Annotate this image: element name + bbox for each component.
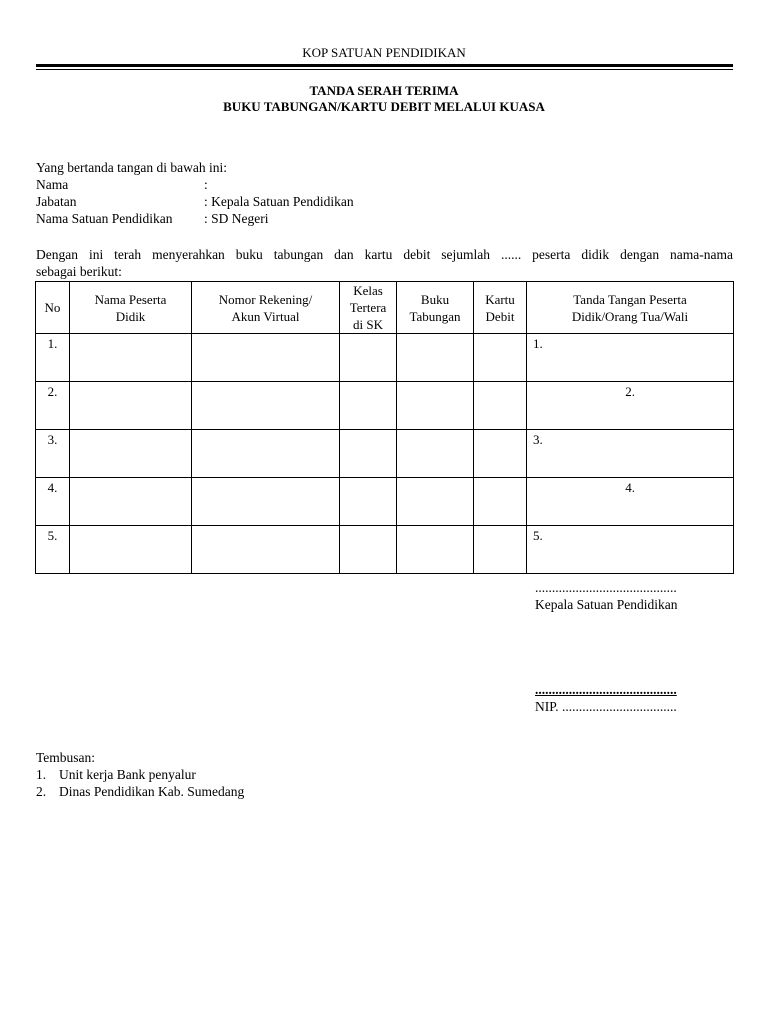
- field-value: :: [204, 177, 208, 192]
- cell-nama[interactable]: [70, 334, 192, 382]
- field-value: : Kepala Satuan Pendidikan: [204, 194, 354, 209]
- header-nama-peserta: Nama Peserta Didik: [70, 282, 192, 334]
- cell-kartu[interactable]: [474, 382, 527, 430]
- cell-kelas[interactable]: [340, 334, 397, 382]
- statement-paragraph: [36, 246, 733, 280]
- letterhead-rule-thick: [36, 64, 733, 67]
- cell-kelas[interactable]: [340, 430, 397, 478]
- statement-line-1: Dengan ini terah menyerahkan buku tabungan dan kartu debit sejumlah ...... peserta didik dengan nama-nama: [36, 247, 733, 262]
- signature-name-dots: ..........................................: [535, 682, 677, 697]
- cell-kartu[interactable]: [474, 430, 527, 478]
- cell-kelas[interactable]: [340, 478, 397, 526]
- signature-nip: NIP. ..................................: [535, 699, 677, 714]
- table-row: [36, 478, 734, 526]
- table-row: [36, 430, 734, 478]
- identity-field-jabatan: [36, 193, 354, 210]
- handover-table: [35, 281, 734, 574]
- signature-block: [535, 579, 677, 715]
- cell-nama[interactable]: [70, 526, 192, 574]
- cell-buku[interactable]: [397, 334, 474, 382]
- cell-kartu[interactable]: [474, 478, 527, 526]
- cell-kelas[interactable]: [340, 526, 397, 574]
- letterhead-rule-thin: [36, 69, 733, 70]
- identity-intro: Yang bertanda tangan di bawah ini:: [36, 160, 227, 175]
- table-row: [36, 526, 734, 574]
- title-line-2: BUKU TABUNGAN/KARTU DEBIT MELALUI KUASA: [223, 99, 545, 114]
- identity-field-nama: [36, 176, 354, 193]
- header-kelas: Kelas Tertera di SK: [340, 282, 397, 334]
- cell-rekening[interactable]: [192, 478, 340, 526]
- header-no: No: [36, 282, 70, 334]
- cell-buku[interactable]: [397, 382, 474, 430]
- list-item-text: Dinas Pendidikan Kab. Sumedang: [59, 784, 245, 799]
- signature-date-dots: ..........................................: [535, 580, 677, 595]
- header-kartu-debit: Kartu Debit: [474, 282, 527, 334]
- identity-field-satuan: [36, 210, 354, 227]
- tembusan-block: [36, 749, 244, 800]
- tembusan-label: Tembusan:: [36, 750, 96, 765]
- list-item: [36, 766, 244, 783]
- statement-line-2: sebagai berikut:: [36, 264, 122, 279]
- cell-rekening[interactable]: [192, 334, 340, 382]
- list-item-text: Unit kerja Bank penyalur: [59, 767, 196, 782]
- cell-buku[interactable]: [397, 478, 474, 526]
- title-line-1: TANDA SERAH TERIMA: [309, 83, 459, 98]
- cell-rekening[interactable]: [192, 526, 340, 574]
- row-number: 2.: [36, 382, 70, 430]
- cell-signature[interactable]: 4.: [527, 478, 734, 526]
- cell-signature[interactable]: 3.: [527, 430, 734, 478]
- cell-kelas[interactable]: [340, 382, 397, 430]
- letterhead-title: KOP SATUAN PENDIDIKAN: [302, 45, 466, 60]
- cell-rekening[interactable]: [192, 382, 340, 430]
- field-label: Jabatan: [36, 194, 77, 209]
- table-header-row: [36, 282, 734, 334]
- header-nomor-rekening: Nomor Rekening/ Akun Virtual: [192, 282, 340, 334]
- identity-block: [36, 159, 354, 227]
- field-label: Nama Satuan Pendidikan: [36, 211, 173, 226]
- cell-nama[interactable]: [70, 478, 192, 526]
- row-number: 4.: [36, 478, 70, 526]
- list-item-number: 2.: [36, 784, 47, 799]
- header-buku-tabungan: Buku Tabungan: [397, 282, 474, 334]
- cell-buku[interactable]: [397, 430, 474, 478]
- signature-role: Kepala Satuan Pendidikan: [535, 597, 678, 612]
- row-number: 3.: [36, 430, 70, 478]
- cell-kartu[interactable]: [474, 334, 527, 382]
- cell-signature[interactable]: 2.: [527, 382, 734, 430]
- header-tanda-tangan: Tanda Tangan Peserta Didik/Orang Tua/Wali: [527, 282, 734, 334]
- field-value: : SD Negeri: [204, 211, 269, 226]
- cell-signature[interactable]: 5.: [527, 526, 734, 574]
- list-item: [36, 783, 244, 800]
- table-row: [36, 334, 734, 382]
- table-row: [36, 382, 734, 430]
- row-number: 1.: [36, 334, 70, 382]
- cell-buku[interactable]: [397, 526, 474, 574]
- list-item-number: 1.: [36, 767, 47, 782]
- cell-nama[interactable]: [70, 430, 192, 478]
- cell-signature[interactable]: 1.: [527, 334, 734, 382]
- field-label: Nama: [36, 177, 69, 192]
- cell-rekening[interactable]: [192, 430, 340, 478]
- document-title: [0, 83, 768, 115]
- cell-kartu[interactable]: [474, 526, 527, 574]
- cell-nama[interactable]: [70, 382, 192, 430]
- row-number: 5.: [36, 526, 70, 574]
